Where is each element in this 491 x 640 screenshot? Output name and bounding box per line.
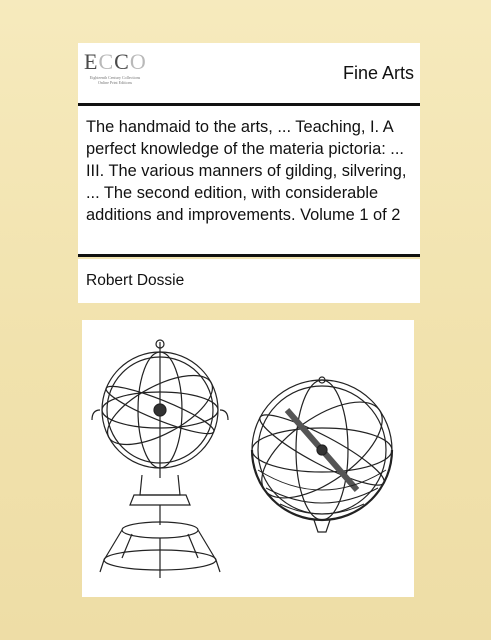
divider-middle <box>78 254 420 257</box>
illustration-plate <box>82 320 414 597</box>
logo-mark: ECCO <box>84 49 147 74</box>
ecco-logo <box>84 47 146 101</box>
book-title: The handmaid to the arts, ... Teaching, I. A perfect knowledge of the materia pictoria: ... III. The various manners of gilding, silvering, ... The second edition, with considerable additions and improvements. Volume 1 of 2 <box>86 118 407 224</box>
book-author: Robert Dossie <box>86 272 185 289</box>
title-block <box>78 106 420 254</box>
armillary-spheres-illustration <box>82 320 414 597</box>
left-armillary-sphere <box>92 340 228 578</box>
cover-header <box>78 43 420 103</box>
right-armillary-sphere <box>246 377 397 532</box>
logo-caption: Eighteenth Century Collections Online Print Editions <box>89 75 141 85</box>
category-label: Fine Arts <box>342 63 414 83</box>
author-block <box>78 259 420 303</box>
